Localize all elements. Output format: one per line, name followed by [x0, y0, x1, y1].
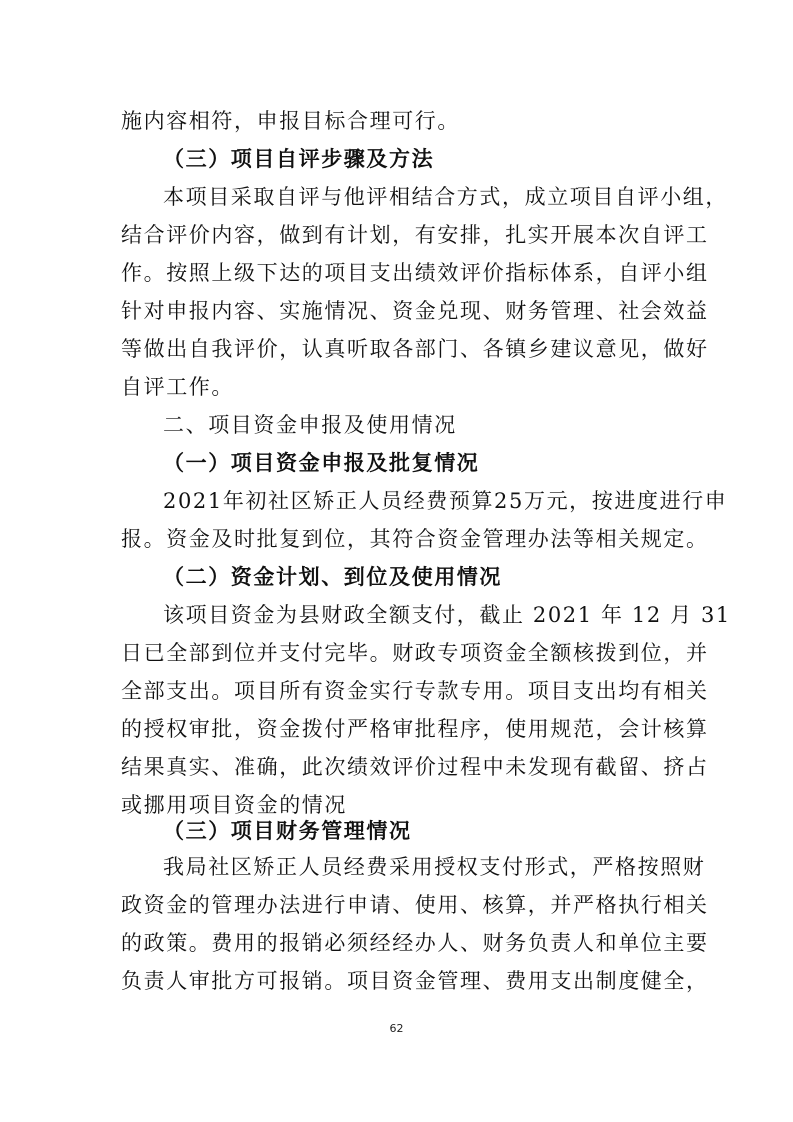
chapter-heading: 二、项目资金申报及使用情况 — [163, 413, 457, 437]
body-line: 结果真实、准确，此次绩效评价过程中未发现有截留、挤占 — [121, 755, 709, 779]
body-line: 针对申报内容、实施情况、资金兑现、财务管理、社会效益 — [121, 299, 709, 323]
body-line: 作。按照上级下达的项目支出绩效评价指标体系，自评小组 — [121, 261, 709, 285]
section-heading: （一）项目资金申报及批复情况 — [163, 450, 480, 475]
body-line: 政资金的管理办法进行申请、使用、核算，并严格执行相关 — [121, 893, 709, 917]
body-line: 的授权审批，资金拨付严格审批程序，使用规范，会计核算 — [121, 717, 709, 741]
section-heading: （三）项目自评步骤及方法 — [163, 146, 435, 171]
body-line: 的政策。费用的报销必须经经办人、财务负责人和单位主要 — [121, 931, 709, 955]
paragraph-first-line: 2021年初社区矫正人员经费预算25万元，按进度进行申 — [163, 489, 728, 513]
paragraph-first-line: 本项目采取自评与他评相结合方式，成立项目自评小组， — [163, 185, 728, 209]
body-line: 日已全部到位并支付完毕。财政专项资金全额核拨到位，并 — [121, 641, 709, 665]
body-line: 结合评价内容，做到有计划，有安排，扎实开展本次自评工 — [121, 223, 709, 247]
body-line: 报。资金及时批复到位，其符合资金管理办法等相关规定。 — [121, 527, 709, 551]
body-line: 等做出自我评价，认真听取各部门、各镇乡建议意见，做好 — [121, 337, 709, 361]
body-line: 负责人审批方可报销。项目资金管理、费用支出制度健全， — [121, 969, 709, 993]
body-line: 或挪用项目资金的情况 — [121, 793, 347, 817]
body-line: 施内容相符，申报目标合理可行。 — [121, 109, 460, 133]
body-line: 全部支出。项目所有资金实行专款专用。项目支出均有相关 — [121, 679, 709, 703]
paragraph-first-line: 该项目资金为县财政全额支付，截止 2021 年 12 月 31 — [163, 603, 731, 627]
page-number: 62 — [389, 1022, 404, 1035]
section-heading: （三）项目财务管理情况 — [163, 818, 412, 843]
body-line: 自评工作。 — [121, 375, 234, 399]
section-heading: （二）资金计划、到位及使用情况 — [163, 564, 502, 589]
paragraph-first-line: 我局社区矫正人员经费采用授权支付形式，严格按照财 — [163, 855, 706, 879]
